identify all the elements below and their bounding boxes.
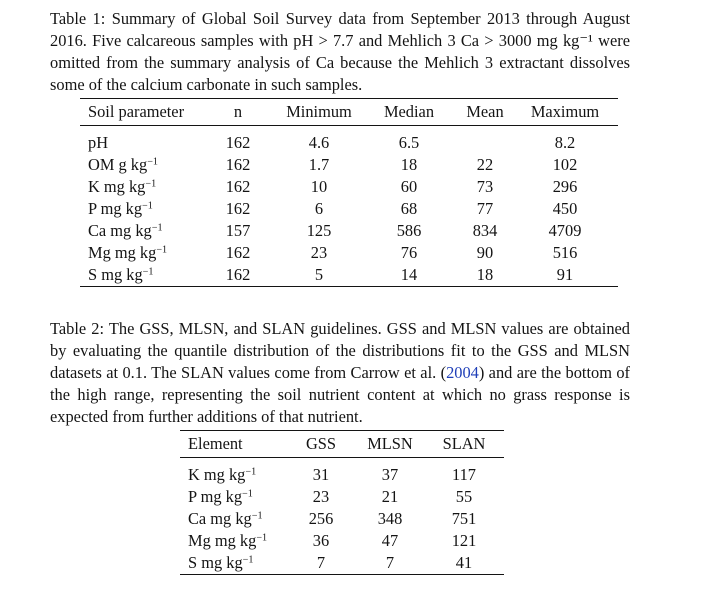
cell-mean: 77	[476, 199, 494, 218]
table-row	[80, 242, 618, 264]
row-label: S mg $kg^{-1}$	[180, 552, 292, 575]
table1-header-row	[80, 99, 618, 126]
cell-maximum: 91	[520, 264, 618, 287]
cell-gss: 256	[308, 509, 334, 528]
cell-minimum: 4.6	[308, 133, 330, 152]
cell-median: 18	[400, 155, 418, 174]
cell-minimum: 23	[310, 243, 328, 262]
cell-median: 6.5	[398, 133, 420, 152]
cell-median: 76	[400, 243, 418, 262]
header-gss: GSS	[292, 431, 350, 458]
row-label: S mg $kg^{-1}$	[80, 264, 206, 287]
cell-minimum: 6	[314, 199, 324, 218]
cell-minimum: 10	[310, 177, 328, 196]
cell-mlsn: 37	[381, 465, 399, 484]
table1-caption: Table 1: Summary of Global Soil Survey data from September 2013 through August 2016. Five calcareous samples with pH > 7.7 and Mehlich 3 Ca > 3000 mg kg⁻¹ were omitted from the summary analysis of Ca because the Mehlich 3 extractant dissolves some of the calcium carbonate in such samples.	[50, 9, 630, 94]
table-row	[80, 176, 618, 198]
cell-mean: 73	[476, 177, 494, 196]
cell-mlsn: 7	[350, 552, 430, 575]
cell-n: 162	[225, 243, 251, 262]
cell-mlsn: 21	[381, 487, 399, 506]
cell-slan: 117	[452, 465, 476, 484]
guidelines-table	[180, 430, 504, 575]
header-minimum: Minimum	[270, 99, 368, 126]
table-row	[180, 508, 504, 530]
row-label: Ca mg $kg^{-1}$	[188, 509, 263, 528]
cell-maximum: 4709	[548, 221, 582, 240]
table2-caption: Table 2: The GSS, MLSN, and SLAN guidelines. GSS and MLSN values are obtained by evaluating the quantile distribution of the distributions fit to the GSS and MLSN datasets at 0.1. The SLAN values come from Carrow et al. (2004) and are the bottom of the high range, representing the soil nutrient content at which no grass response is expected from further additions of that nutrient.	[50, 319, 630, 426]
cell-slan: 41	[430, 552, 504, 575]
table-row	[80, 154, 618, 176]
row-label: pH	[88, 133, 109, 152]
cell-median: 586	[396, 221, 422, 240]
cell-median: 60	[400, 177, 418, 196]
cell-maximum: 296	[552, 177, 578, 196]
row-label: Ca mg $kg^{-1}$	[88, 221, 163, 240]
cell-mlsn: 348	[377, 509, 403, 528]
row-label: P mg $kg^{-1}$	[188, 487, 253, 506]
cell-minimum: 1.7	[308, 155, 330, 174]
cell-maximum: 102	[552, 155, 578, 174]
cell-median: 14	[368, 264, 450, 287]
row-label: P mg $kg^{-1}$	[88, 199, 153, 218]
header-soil-parameter: Soil parameter	[80, 99, 206, 126]
cell-gss: 31	[312, 465, 330, 484]
cell-minimum: 5	[270, 264, 368, 287]
cell-mlsn: 47	[381, 531, 399, 550]
header-n: n	[206, 99, 270, 126]
cell-mean: 90	[476, 243, 494, 262]
cell-median: 68	[400, 199, 418, 218]
header-maximum: Maximum	[520, 99, 618, 126]
soil-survey-summary-table	[80, 98, 618, 287]
cell-gss: 23	[312, 487, 330, 506]
cell-maximum: 8.2	[554, 133, 576, 152]
cell-slan: 55	[455, 487, 473, 506]
cell-slan: 121	[451, 531, 477, 550]
cell-n: 162	[206, 264, 270, 287]
table-row	[80, 126, 618, 155]
cell-slan: 751	[451, 509, 477, 528]
cell-n: 162	[225, 177, 251, 196]
cell-n: 162	[225, 133, 251, 152]
header-mlsn: MLSN	[350, 431, 430, 458]
table-row	[180, 530, 504, 552]
header-slan: SLAN	[430, 431, 504, 458]
cell-maximum: 516	[552, 243, 578, 262]
table-row	[180, 552, 504, 575]
cell-maximum: 450	[552, 199, 578, 218]
header-median: Median	[368, 99, 450, 126]
table-row	[180, 458, 504, 487]
row-label: OM g $kg^{-1}$	[88, 155, 159, 174]
table-row	[80, 198, 618, 220]
cell-mean: 22	[476, 155, 494, 174]
row-label: K mg $kg^{-1}$	[88, 177, 157, 196]
cell-gss: 36	[312, 531, 330, 550]
cell-n: 157	[225, 221, 251, 240]
cell-gss: 7	[292, 552, 350, 575]
table-row	[80, 220, 618, 242]
row-label: Mg mg $kg^{-1}$	[88, 243, 168, 262]
cell-mean	[450, 126, 520, 155]
citation-link[interactable]: 2004	[446, 363, 479, 382]
cell-mean: 834	[472, 221, 498, 240]
table-row	[180, 486, 504, 508]
table2-header-row	[180, 431, 504, 458]
header-element: Element	[180, 431, 292, 458]
row-label: Mg mg $kg^{-1}$	[188, 531, 268, 550]
cell-n: 162	[225, 155, 251, 174]
cell-minimum: 125	[306, 221, 332, 240]
cell-mean: 18	[450, 264, 520, 287]
header-mean: Mean	[450, 99, 520, 126]
row-label: K mg $kg^{-1}$	[188, 465, 257, 484]
table-row	[80, 264, 618, 287]
cell-n: 162	[225, 199, 251, 218]
